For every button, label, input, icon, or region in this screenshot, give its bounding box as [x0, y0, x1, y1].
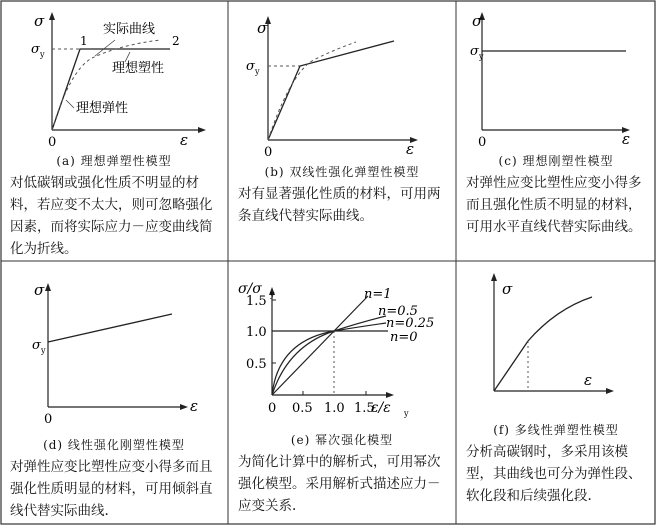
b-caption: (b) 双线性强化弹塑性模型: [264, 165, 420, 179]
f-caption: (f) 多线性弹塑性模型: [493, 423, 619, 437]
diagram-b: [228, 0, 456, 160]
b-x-axis-label: ε: [406, 140, 415, 158]
a-origin-label: 0: [48, 135, 57, 150]
d-caption: (d) 线性强化刚塑性模型: [43, 438, 185, 452]
diagram-f: [456, 261, 656, 421]
diagram-e: [228, 261, 456, 426]
b-y-axis-label: σ: [257, 19, 268, 37]
a-y-axis-label: σ: [34, 12, 45, 30]
c-sigma-y-sub: y: [479, 52, 484, 61]
e-y-axis-sub: y: [270, 290, 275, 299]
a-ideal-plastic-label: 理想塑性: [112, 61, 165, 76]
a-ideal-elastic-label: 理想弹性: [76, 101, 129, 116]
b-origin-label: 0: [264, 145, 273, 160]
e-xtick-0: 0: [268, 401, 277, 416]
c-x-axis-label: ε: [622, 130, 631, 148]
e-n05-label: n=0.5: [378, 304, 418, 319]
diagram-a: [0, 0, 228, 150]
e-xtick-0-5: 0.5: [292, 401, 313, 416]
c-description: 对弹性应变比塑性应变小得多而且强化性质不明显的材料，可用水平直线代替实际曲线。: [466, 175, 642, 235]
a-point-1: 1: [80, 34, 88, 48]
c-sigma-y-label: σ: [470, 44, 479, 59]
c-origin-label: 0: [478, 135, 487, 150]
e-xtick-1-0: 1.0: [324, 401, 345, 416]
f-x-axis-label: ε: [584, 371, 593, 389]
cell-multilinear-elastoplastic: [456, 261, 656, 525]
d-description: 对弹性应变比塑性应变小得多而且强化性质明显的材料，可用倾斜直线代替实际曲线.: [10, 459, 213, 519]
cell-ideal-elastoplastic: [0, 0, 228, 261]
a-description: 对低碳钢或强化性质不明显的材料，若应变不太大，则可忽略强化因素，而将实际应力－应变曲线简化为折线。: [10, 175, 213, 257]
a-sigma-y-label: σ: [31, 42, 40, 57]
cell-ideal-rigid-plastic: [456, 0, 656, 261]
cell-linear-hardening-rigid-plastic: [0, 261, 228, 525]
b-sigma-y-label: σ: [246, 59, 255, 74]
a-caption: (a) 理想弹塑性模型: [56, 154, 172, 168]
cell-power-hardening: [228, 261, 456, 525]
d-y-axis-label: σ: [34, 281, 45, 299]
c-caption: (c) 理想刚塑性模型: [498, 154, 614, 168]
a-sigma-y-sub: y: [40, 50, 45, 59]
e-xtick-1-5: 1.5: [354, 401, 375, 416]
d-sigma-y-label: σ: [32, 338, 41, 353]
diagram-c: [456, 0, 656, 150]
f-y-axis-label: σ: [502, 280, 513, 298]
diagram-d: [0, 261, 228, 431]
a-point-2: 2: [172, 34, 180, 48]
e-x-axis-sub: y: [404, 409, 409, 418]
cell-bilinear-hardening: [228, 0, 456, 261]
f-description: 分析高碳钢时，多采用该模型，其曲线也可分为弹性段、软化段和后续强化段.: [466, 444, 642, 504]
a-x-axis-label: ε: [180, 131, 189, 149]
e-description: 为简化计算中的解析式，可用幂次强化模型。采用解析式描述应力－应变关系.: [238, 454, 441, 514]
d-sigma-y-sub: y: [41, 346, 46, 355]
b-sigma-y-sub: y: [255, 67, 260, 76]
c-y-axis-label: σ: [472, 12, 483, 30]
e-n0-label: n=0: [390, 330, 418, 345]
b-description: 对有显著强化性质的材料，可用两条直线代替实际曲线。: [238, 186, 441, 224]
e-caption: (e) 幂次强化模型: [290, 433, 394, 447]
e-n1-label: n=1: [364, 287, 392, 302]
e-n025-label: n=0.25: [386, 316, 435, 331]
a-actual-curve-label: 实际曲线: [103, 22, 156, 37]
e-ytick-1-5: 1.5: [246, 294, 267, 309]
e-ytick-1-0: 1.0: [246, 325, 267, 340]
d-origin-label: 0: [44, 412, 53, 427]
d-x-axis-label: ε: [190, 397, 199, 415]
e-ytick-0-5: 0.5: [246, 357, 267, 372]
e-y-axis-label: σ/σ: [238, 281, 262, 297]
e-x-axis-label: ε/ε: [371, 400, 391, 416]
